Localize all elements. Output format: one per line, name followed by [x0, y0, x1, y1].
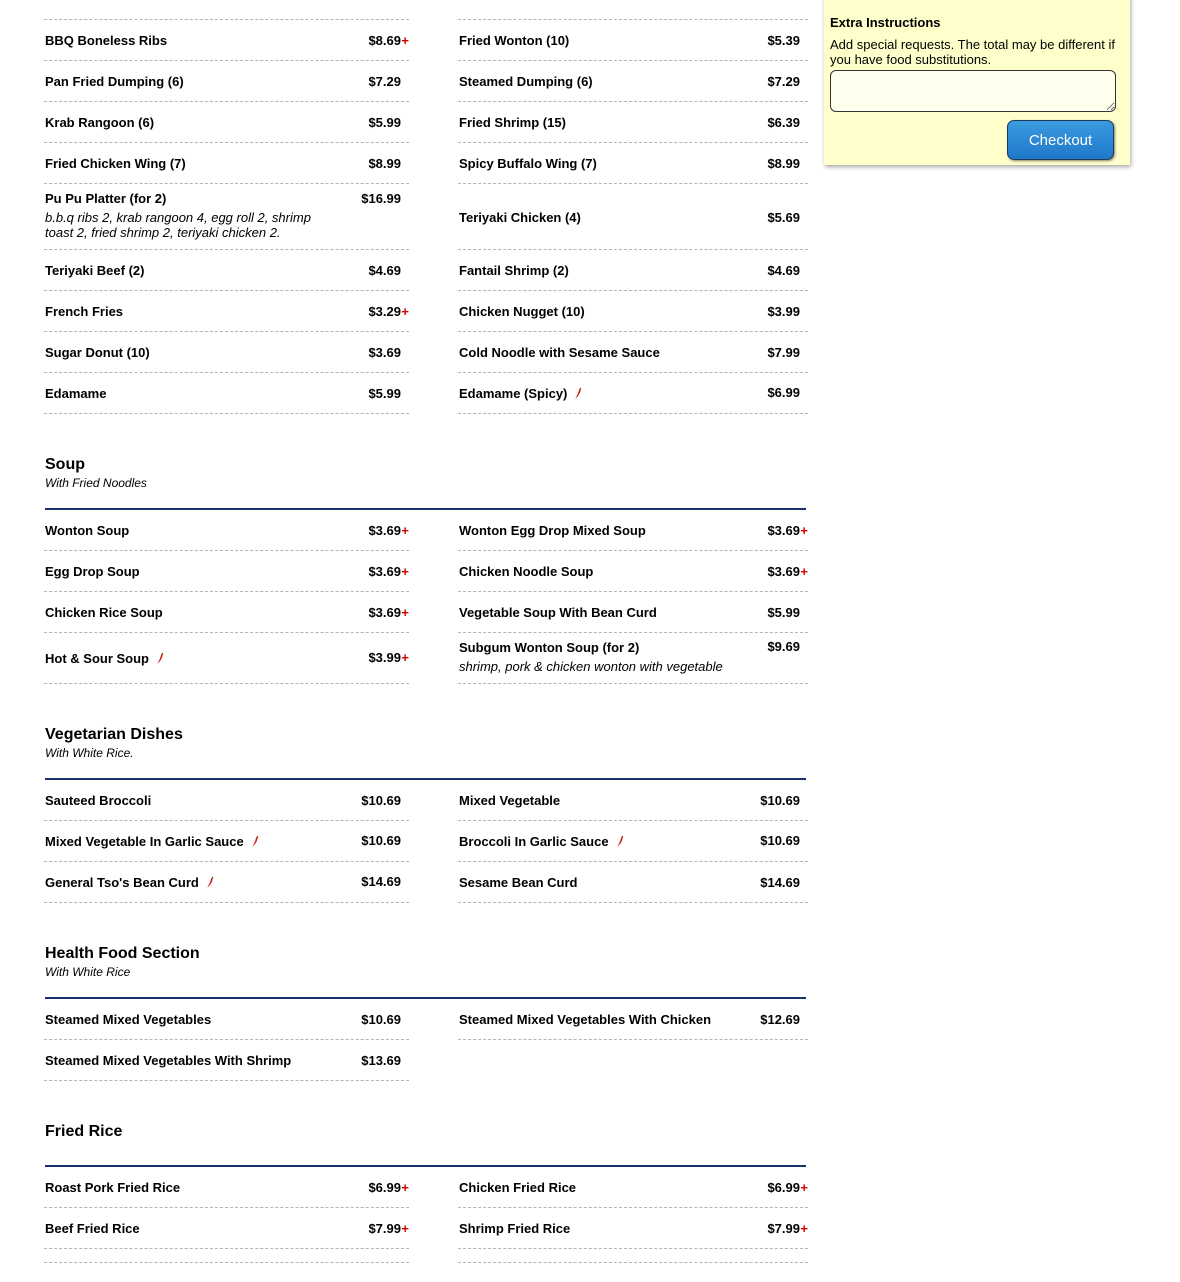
- item-price: $5.99: [368, 115, 401, 130]
- item-price: $5.39: [767, 33, 800, 48]
- section-subtitle: With Fried Noodles: [45, 476, 147, 490]
- extra-instructions-title: Extra Instructions: [830, 15, 941, 30]
- section-subtitle: With White Rice: [45, 965, 131, 979]
- item-price: $7.99: [767, 345, 800, 360]
- item-price: $7.99: [368, 1221, 401, 1236]
- item-name: Steamed Mixed Vegetables With Chicken: [459, 1012, 712, 1027]
- menu-list: [45, 0, 808, 1263]
- menu-item[interactable]: [458, 780, 808, 821]
- options-plus-icon: +: [401, 1180, 409, 1195]
- section-header: [45, 1081, 808, 1167]
- item-name: Roast Pork Fried Rice: [45, 1180, 181, 1195]
- item-name: Vegetable Soup With Bean Curd: [459, 605, 657, 620]
- options-plus-icon: +: [800, 1180, 808, 1195]
- menu-section: [45, 414, 808, 684]
- item-price: $8.99: [767, 156, 800, 171]
- chili-pepper-icon: [616, 835, 625, 847]
- options-plus-icon: +: [401, 650, 409, 665]
- item-price: $3.69: [767, 564, 800, 579]
- menu-item[interactable]: [458, 862, 808, 903]
- item-name: Steamed Dumping (6): [459, 74, 593, 89]
- item-name: Steamed Mixed Vegetables: [45, 1012, 212, 1027]
- menu-item[interactable]: [44, 1040, 409, 1081]
- menu-item[interactable]: [44, 510, 409, 551]
- item-name: Teriyaki Chicken (4): [459, 210, 581, 225]
- menu-item[interactable]: [44, 999, 409, 1040]
- menu-item[interactable]: [458, 102, 808, 143]
- menu-item[interactable]: [458, 143, 808, 184]
- menu-item[interactable]: [458, 291, 808, 332]
- menu-item[interactable]: [458, 373, 808, 414]
- item-price: $6.99: [767, 1180, 800, 1195]
- item-price: $5.99: [767, 605, 800, 620]
- menu-item[interactable]: [458, 0, 808, 20]
- menu-item[interactable]: [458, 20, 808, 61]
- item-name: Spicy Buffalo Wing (7): [459, 156, 597, 171]
- item-description: b.b.q ribs 2, krab rangoon 4, egg roll 2, shrimp toast 2, fried shrimp 2, teriyaki chicken 2.: [45, 210, 311, 240]
- item-price: $6.99: [767, 385, 800, 400]
- section-header: [45, 684, 808, 780]
- item-name: Mixed Vegetable In Garlic Sauce: [45, 834, 244, 849]
- item-name: Wonton Egg Drop Mixed Soup: [459, 523, 646, 538]
- item-price: $3.99: [767, 304, 800, 319]
- menu-item[interactable]: [44, 1167, 409, 1208]
- menu-section: [45, 1081, 808, 1263]
- item-name: General Tso's Bean Curd: [45, 875, 199, 890]
- item-name: Fried Wonton (10): [459, 33, 570, 48]
- item-price: $7.29: [767, 74, 800, 89]
- item-name: Chicken Nugget (10): [459, 304, 585, 319]
- item-name: Sesame Bean Curd: [459, 875, 578, 890]
- item-price: $14.69: [760, 875, 800, 890]
- chili-pepper-icon: [251, 835, 260, 847]
- item-price: $5.99: [368, 386, 401, 401]
- menu-item[interactable]: [458, 332, 808, 373]
- item-name: Fried Chicken Wing (7): [45, 156, 186, 171]
- item-price: $14.69: [361, 874, 401, 889]
- item-price: $6.99: [368, 1180, 401, 1195]
- menu-item[interactable]: [44, 0, 409, 20]
- item-price: $3.69: [368, 523, 401, 538]
- menu-item[interactable]: [44, 821, 409, 862]
- menu-item[interactable]: [44, 551, 409, 592]
- item-name: Edamame (Spicy): [459, 386, 568, 401]
- menu-item[interactable]: [44, 592, 409, 633]
- menu-item[interactable]: [44, 1208, 409, 1249]
- item-price: $10.69: [361, 1012, 401, 1027]
- menu-item[interactable]: [458, 1208, 808, 1249]
- options-plus-icon: +: [401, 605, 409, 620]
- options-plus-icon: +: [401, 33, 409, 48]
- menu-item[interactable]: [44, 102, 409, 143]
- section-header: [45, 414, 808, 510]
- menu-grid: [45, 780, 808, 903]
- item-description: shrimp, pork & chicken wonton with vegetable: [459, 659, 723, 674]
- item-price: $10.69: [760, 793, 800, 808]
- menu-item[interactable]: [458, 633, 808, 684]
- menu-item[interactable]: [44, 61, 409, 102]
- section-subtitle: With White Rice.: [45, 746, 134, 760]
- item-name: Subgum Wonton Soup (for 2): [459, 640, 640, 655]
- section-header: [45, 903, 808, 999]
- item-price: $3.69: [767, 523, 800, 538]
- menu-grid: [45, 510, 808, 684]
- menu-item[interactable]: [44, 780, 409, 821]
- options-plus-icon: +: [401, 564, 409, 579]
- item-name: Sauteed Broccoli: [45, 793, 152, 808]
- section-title: Fried Rice: [45, 1123, 123, 1140]
- item-name: Shrimp Fried Rice: [459, 1221, 571, 1236]
- options-plus-icon: +: [401, 304, 409, 319]
- item-name: Pu Pu Platter (for 2): [45, 191, 167, 206]
- item-name: BBQ Boneless Ribs: [45, 33, 168, 48]
- item-name: Egg Drop Soup: [45, 564, 140, 579]
- menu-item[interactable]: [44, 184, 409, 250]
- item-name: Steamed Mixed Vegetables With Shrimp: [45, 1053, 292, 1068]
- extra-instructions-help: Add special requests. The total may be different if you have food substitutions.: [830, 37, 1115, 67]
- item-name: Broccoli In Garlic Sauce: [459, 834, 609, 849]
- options-plus-icon: +: [800, 1221, 808, 1236]
- item-name: Chicken Fried Rice: [459, 1180, 577, 1195]
- item-name: Hot & Sour Soup: [45, 651, 149, 666]
- item-name: Fantail Shrimp (2): [459, 263, 569, 278]
- menu-item[interactable]: [458, 1249, 808, 1263]
- item-name: Chicken Rice Soup: [45, 605, 163, 620]
- item-name: French Fries: [45, 304, 124, 319]
- item-price: $10.69: [361, 833, 401, 848]
- menu-item[interactable]: [458, 61, 808, 102]
- options-plus-icon: +: [800, 564, 808, 579]
- item-price: $9.69: [767, 639, 800, 654]
- menu-item[interactable]: [44, 20, 409, 61]
- menu-section: [45, 903, 808, 1081]
- item-name: Beef Fried Rice: [45, 1221, 140, 1236]
- menu-item[interactable]: [44, 332, 409, 373]
- menu-item[interactable]: [458, 510, 808, 551]
- menu-item[interactable]: [44, 291, 409, 332]
- item-price: $5.69: [767, 210, 800, 225]
- menu-item[interactable]: [458, 999, 808, 1040]
- item-name: Chicken Noodle Soup: [459, 564, 594, 579]
- menu-item[interactable]: [44, 373, 409, 414]
- section-title: Soup: [45, 456, 85, 473]
- item-price: $3.29: [368, 304, 401, 319]
- item-name: Cold Noodle with Sesame Sauce: [459, 345, 660, 360]
- item-price: $6.39: [767, 115, 800, 130]
- menu-item[interactable]: [458, 551, 808, 592]
- menu-grid: [45, 1167, 808, 1263]
- menu-item[interactable]: [44, 143, 409, 184]
- menu-item[interactable]: [44, 250, 409, 291]
- menu-item[interactable]: [458, 592, 808, 633]
- item-price: $10.69: [760, 833, 800, 848]
- menu-item[interactable]: [44, 862, 409, 903]
- item-price: $16.99: [361, 191, 401, 206]
- item-name: Krab Rangoon (6): [45, 115, 155, 130]
- item-name: Pan Fried Dumping (6): [45, 74, 184, 89]
- item-price: $3.69: [368, 564, 401, 579]
- chili-pepper-icon: [156, 652, 165, 664]
- item-name: Teriyaki Beef (2): [45, 263, 145, 278]
- menu-item[interactable]: [44, 633, 409, 684]
- item-price: $13.69: [361, 1053, 401, 1068]
- item-price: $3.99: [368, 650, 401, 665]
- options-plus-icon: +: [401, 1221, 409, 1236]
- section-title: Health Food Section: [45, 945, 200, 962]
- options-plus-icon: +: [800, 523, 808, 538]
- menu-item[interactable]: [458, 821, 808, 862]
- chili-pepper-icon: [574, 387, 583, 399]
- item-name: Edamame: [45, 386, 107, 401]
- item-name: Sugar Donut (10): [45, 345, 150, 360]
- order-sidebar: [824, 0, 1130, 165]
- chili-pepper-icon: [206, 876, 215, 888]
- item-price: $8.99: [368, 156, 401, 171]
- item-price: $4.69: [767, 263, 800, 278]
- menu-item[interactable]: [458, 1167, 808, 1208]
- item-price: $12.69: [760, 1012, 800, 1027]
- item-price: $4.69: [368, 263, 401, 278]
- checkout-button[interactable]: Checkout: [1007, 120, 1114, 160]
- item-name: Fried Shrimp (15): [459, 115, 566, 130]
- extra-instructions-input[interactable]: [830, 70, 1116, 112]
- item-price: $7.29: [368, 74, 401, 89]
- menu-item[interactable]: [458, 250, 808, 291]
- item-price: $3.69: [368, 605, 401, 620]
- menu-item[interactable]: [458, 184, 808, 250]
- menu-section: [45, 684, 808, 903]
- item-name: Mixed Vegetable: [459, 793, 561, 808]
- item-price: $10.69: [361, 793, 401, 808]
- item-price: $8.69: [368, 33, 401, 48]
- menu-section: [45, 0, 808, 414]
- options-plus-icon: +: [401, 523, 409, 538]
- menu-grid: [45, 999, 808, 1081]
- section-title: Vegetarian Dishes: [45, 726, 183, 743]
- item-price: $7.99: [767, 1221, 800, 1236]
- item-price: $3.69: [368, 345, 401, 360]
- menu-grid: [45, 0, 808, 414]
- item-name: Wonton Soup: [45, 523, 130, 538]
- menu-item[interactable]: [44, 1249, 409, 1263]
